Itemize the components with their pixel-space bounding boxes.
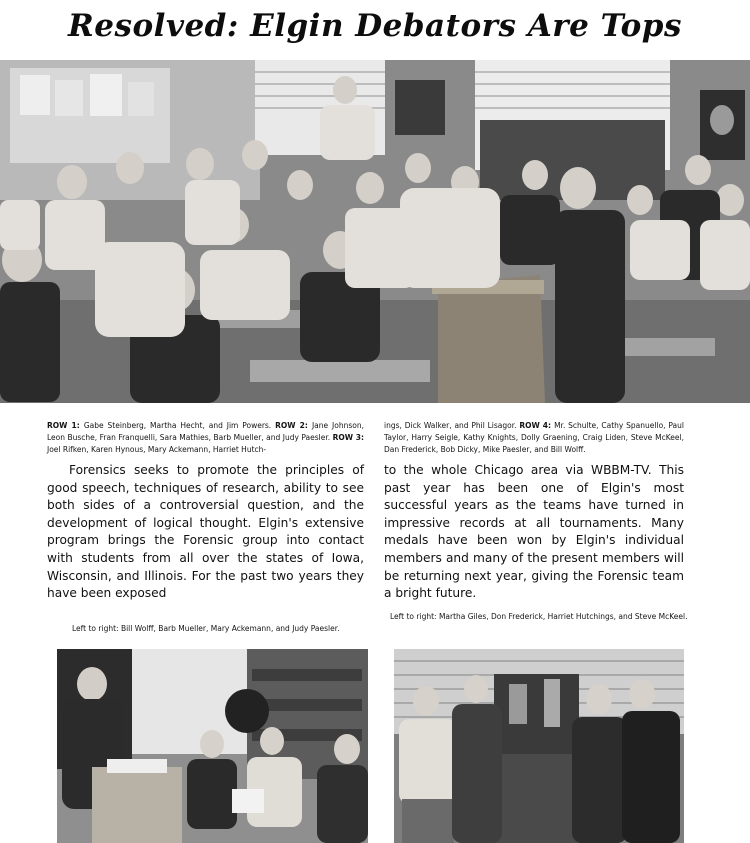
row3-names-part1: Joel Rifken, Karen Hynous, Mary Ackemann, Harriet Hutch- xyxy=(47,445,267,454)
body-paragraph-left: Forensics seeks to promote the principles of good speech, techniques of research, ability to see both sides of a controversial question, and the development of logical thought. Elgin's extensive program brings the Forensic group into contact with students from all over the states of Iowa, Wisconsin, and Illinois. For the past two years they have been exposed xyxy=(47,463,364,601)
body-text-left xyxy=(47,462,364,603)
row3-label: ROW 3: xyxy=(332,433,364,442)
group-caption-right xyxy=(384,420,684,456)
debate-practice-photo xyxy=(57,649,368,843)
photo-left-caption: Left to right: Bill Wolff, Barb Mueller, Mary Ackemann, and Judy Paesler. xyxy=(72,624,340,633)
row3-names-part2: ings, Dick Walker, and Phil Lisagor. xyxy=(384,421,520,430)
group-photo xyxy=(0,60,750,403)
row1-label: ROW 1: xyxy=(47,421,84,430)
row2-names: Jane Johnson, Leon Busche, Fran Franquelli, Sara Mathies, Barb Mueller, and Judy Paesler. xyxy=(47,421,364,442)
group-caption-left xyxy=(47,420,364,456)
row4-names: Mr. Schulte, Cathy Spanuello, Paul Taylor, Harry Seigle, Kathy Knights, Dolly Graening, Craig Liden, Steve McKeel, Dan Frederick, Bob Dicky, Mike Paesler, and Bill Wolff. xyxy=(384,421,684,454)
row1-names: Gabe Steinberg, Martha Hecht, and Jim Powers. xyxy=(83,421,276,430)
trophy-photo xyxy=(394,649,684,843)
body-paragraph-right: to the whole Chicago area via WBBM-TV. This past year has been one of Elgin's most successful years as the teams have turned in impressive records at all tournaments. Many medals have been won by Elgin's individual members and many of the present members will be returning next year, giving the Forensic team a bright future. xyxy=(384,463,684,601)
page-title: Resolved: Elgin Debators Are Tops xyxy=(68,8,682,44)
body-text-right xyxy=(384,462,684,603)
photo-right-caption: Left to right: Martha Giles, Don Frederick, Harriet Hutchings, and Steve McKeel. xyxy=(390,612,688,621)
row2-label: ROW 2: xyxy=(275,421,312,430)
row4-label: ROW 4: xyxy=(519,421,555,430)
